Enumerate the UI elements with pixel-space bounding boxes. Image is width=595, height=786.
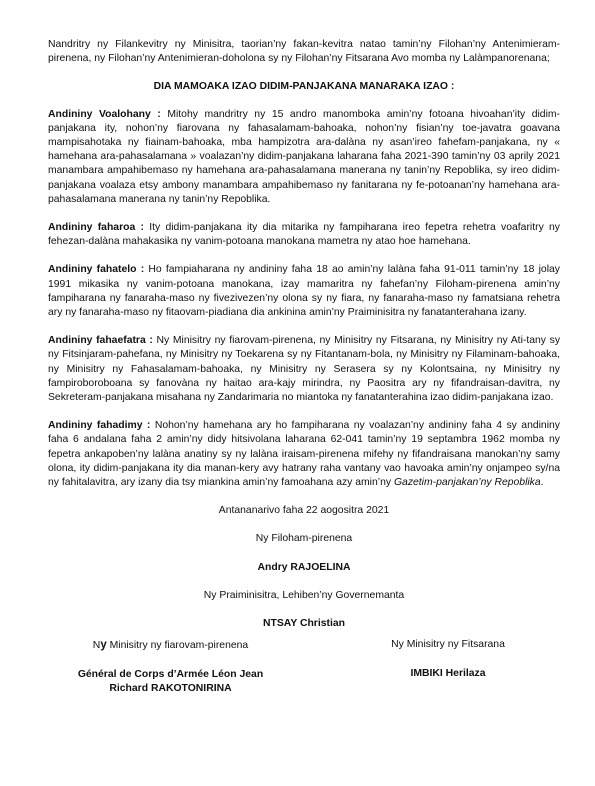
place-date: Antananarivo faha 22 aogositra 2021 [218, 505, 390, 517]
defense-role-rest: Minisitry ny fiarovam-pirenena [106, 640, 249, 652]
defense-role-prefix: N [92, 640, 101, 652]
article-4 [48, 334, 560, 405]
president-name: Andry RAJOELINA [257, 561, 351, 573]
decree-page [48, 38, 560, 696]
article-2 [48, 221, 560, 249]
article-5-title: Andininy fahadimy : [48, 420, 151, 432]
defense-minister-name-line2: Richard RAKOTONIRINA [109, 682, 232, 694]
defense-minister-name-line1: Général de Corps d’Armée Léon Jean [77, 668, 264, 680]
article-1-text: Mitohy mandritry ny 15 andro manomboka amin’ny fotoana hivoahan’ity didim-panjakana ity, nohon’ny fiarovana ny fahasalamam-bahoaka, nohon’ny fisian’ny toe-javatra goavana mampisahotaka ny fiainam-bahoaka, mba hampizotra ara-dalàna ny asan’ireo fahefam-panjakana, ny « hamehana ara-pahasalamana » voalazan’ny didim-panjakana laharana faha 2021-390 tamin’ny 03 aprily 2021 manambara ampahibemaso ny hamehana ara-pahasalamana manerana ny tanin’ny Repoblika, sy ireo didim-panjakana voalaza etsy ambony manambara ampahibemaso ny fanitarana ny fe-potoanan’ny hamehana ara-pahasalamana manerana ny tanin’ny Repoblika. [48, 108, 561, 205]
defense-minister-role [48, 638, 293, 653]
article-4-text: Ny Minisitry ny fiarovam-pirenena, ny Minisitry ny Fitsarana, ny Minisitry ny Ati-tany sy ny Fitsinjaram-pahefana, ny Minisitry ny Toekarena sy ny Fitantanam-bola, ny Minisitry ny Filaminam-bahoaka, ny Minisitry ny Fahasalamam-bahoaka, ny Minisitry ny Serasera sy ny Kolontsaina, ny Minisitry ny fampiroboroboana sy fanovàna ny haitao ara-kajy mirindra, ny Paositra ary ny fifandraisan-davitra, ny Sekreteram-panjakana misahana ny Zandarimaria no miantoka ny fanatanterahina izao didim-panjakana izao. [48, 335, 561, 404]
decree-heading: DIA MAMOAKA IZAO DIDIM-PANJAKANA MANARAKA IZAO : [153, 81, 455, 93]
article-1-title: Andininy Voalohany : [48, 108, 161, 120]
prime-minister-name: NTSAY Christian [263, 618, 345, 630]
article-3-title: Andininy fahatelo : [48, 264, 145, 276]
article-2-text: Ity didim-panjakana ity dia mitarika ny fampiharana ireo fepetra rehetra voafaritry ny fehezan-dalàna mahakasika ny vanim-potoana manokana mametra ny atao hoe hamehana. [48, 222, 560, 248]
justice-minister-name: IMBIKI Herilaza [410, 667, 486, 679]
article-5-end: . [540, 477, 544, 489]
article-1 [48, 108, 560, 207]
justice-minister-role: Ny Minisitry ny Fitsarana [391, 639, 505, 651]
article-5-italic-gazette: Gazetim-panjakan’ny Repoblika [393, 477, 541, 489]
signature-defense [48, 638, 293, 696]
article-5-text: Nohon’ny hamehana ary ho fampiharana ny voalazan’ny andininy faha 4 sy andininy faha 6 andalana faha 2 amin’ny didy hitsivolana laharana 62-041 tamin’ny 19 septambra 1962 momba ny fepetra ankapoben’ny lalàna anatiny sy ny lalàna iraisam-pirenena mifehy ny fifandraisana manokan’ny samy olona, ity didim-panjakana ity dia manan-kery avy hatrany raha vantany vao havoaka amin’ny onjampeo sy/na ny fahitalavitra, ary izany dia tsy miankina amin’ny famoahana azy amin’ny [48, 420, 560, 489]
article-5 [48, 419, 560, 490]
intro-paragraph: Nandritry ny Filankevitry ny Minisitra, taorian’ny fakan-kevitra natao tamin’ny Filohan’ny Antenimieram-pirenena, ny Filohan’ny Antenimieran-doholona sy ny Filohan’ny Fitsarana Avo momba ny Lalàmpanorenana; [48, 39, 560, 65]
president-role: Ny Filoham-pirenena [255, 533, 353, 545]
article-3 [48, 263, 560, 320]
defense-role-y: y [100, 639, 107, 652]
minister-signatures [48, 638, 560, 696]
article-2-title: Andininy faharoa : [48, 222, 144, 234]
article-4-title: Andininy fahaefatra : [48, 335, 153, 347]
prime-minister-role: Ny Praiminisitra, Lehiben’ny Governemanta [203, 589, 405, 601]
signature-justice [348, 638, 548, 696]
article-3-text: Ho fampiaharana ny andininy faha 18 ao amin’ny lalàna faha 91-011 tamin’ny 18 jolay 1991 mikasika ny vanim-potoana manokana, izay mamaritra ny fahefan’ny Filoham-pirenena amin’ny fampiharana ny fanaraha-maso ny fivezivezen’ny olona sy ny fiara, ny fanaraha-maso ny famatsiana rehetra ary ny fanaraha-maso ny fitaovam-piadiana dia ankinina amin’ny Praiminisitra ny fanatanterahana izany. [48, 264, 560, 319]
